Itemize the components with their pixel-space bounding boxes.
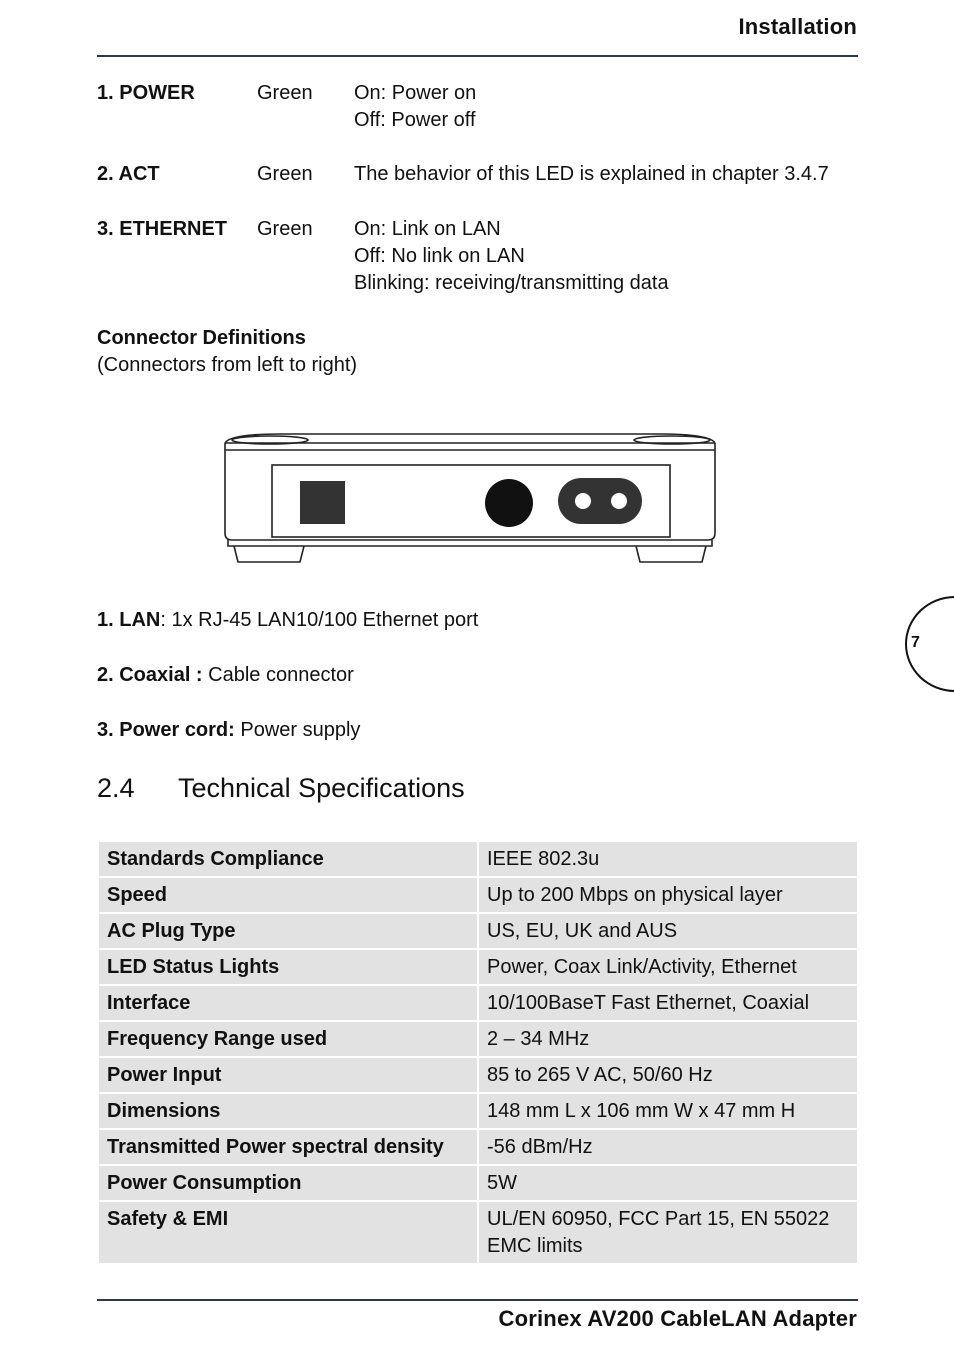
connector-text: Power supply <box>234 719 361 741</box>
spec-key: Safety & EMI <box>99 1202 477 1263</box>
table-row <box>99 986 857 1020</box>
spec-value: US, EU, UK and AUS <box>479 914 857 948</box>
spec-value: UL/EN 60950, FCC Part 15, EN 55022 EMC limits <box>479 1202 857 1263</box>
spec-key: Speed <box>99 878 477 912</box>
coaxial-connector-icon <box>485 479 533 527</box>
connector-definitions <box>97 325 357 379</box>
table-row <box>99 1202 857 1263</box>
spec-value: IEEE 802.3u <box>479 842 857 876</box>
table-row <box>99 914 857 948</box>
lan-port-icon <box>300 481 345 524</box>
power-connector-icon <box>558 478 642 524</box>
table-row <box>99 1058 857 1092</box>
led-name: 2. ACT <box>97 163 160 185</box>
spec-key: Power Consumption <box>99 1166 477 1200</box>
table-row <box>99 1094 857 1128</box>
footer-rule <box>97 1299 858 1301</box>
led-name: 3. ETHERNET <box>97 218 228 240</box>
spec-value: 10/100BaseT Fast Ethernet, Coaxial <box>479 986 857 1020</box>
spec-key: Dimensions <box>99 1094 477 1128</box>
connector-item-coaxial <box>97 662 354 689</box>
led-desc-line: Blinking: receiving/transmitting data <box>354 272 669 294</box>
table-row <box>99 950 857 984</box>
spec-value: -56 dBm/Hz <box>479 1130 857 1164</box>
connector-definitions-title: Connector Definitions <box>97 327 306 349</box>
led-description <box>354 216 669 297</box>
connector-text: Cable connector <box>202 664 354 686</box>
spec-value: 2 – 34 MHz <box>479 1022 857 1056</box>
spec-value: 148 mm L x 106 mm W x 47 mm H <box>479 1094 857 1128</box>
section-title: Technical Specifications <box>178 773 465 803</box>
led-color: Green <box>257 163 313 185</box>
table-row <box>99 878 857 912</box>
section-number: 2.4 <box>97 773 135 803</box>
connector-label: 3. Power cord: <box>97 719 235 741</box>
spec-key: Transmitted Power spectral density <box>99 1130 477 1164</box>
led-desc-line: Off: Power off <box>354 109 476 131</box>
led-description <box>354 161 829 188</box>
led-desc-line: Off: No link on LAN <box>354 245 525 267</box>
spec-key: AC Plug Type <box>99 914 477 948</box>
connector-label: 2. Coaxial : <box>97 664 203 686</box>
spec-value: Up to 200 Mbps on physical layer <box>479 878 857 912</box>
table-row <box>99 1130 857 1164</box>
spec-key: Interface <box>99 986 477 1020</box>
device-back-panel-illustration <box>220 428 720 568</box>
connector-text: : 1x RJ-45 LAN10/100 Ethernet port <box>160 609 479 631</box>
connector-label: 1. LAN <box>97 609 161 631</box>
header-rule <box>97 55 858 57</box>
led-color: Green <box>257 218 313 240</box>
led-color: Green <box>257 82 313 104</box>
spec-key: Power Input <box>99 1058 477 1092</box>
page-number: 7 <box>911 634 920 651</box>
spec-value: Power, Coax Link/Activity, Ethernet <box>479 950 857 984</box>
connector-item-lan <box>97 607 478 634</box>
spec-key: LED Status Lights <box>99 950 477 984</box>
table-row <box>99 842 857 876</box>
led-description <box>354 80 476 134</box>
spec-value: 85 to 265 V AC, 50/60 Hz <box>479 1058 857 1092</box>
table-row <box>99 1166 857 1200</box>
connector-item-power-cord <box>97 717 360 744</box>
page-header-title: Installation <box>738 14 857 39</box>
technical-specifications-table <box>97 840 859 1265</box>
table-row <box>99 1022 857 1056</box>
led-desc-line: The behavior of this LED is explained in chapter 3.4.7 <box>354 163 829 185</box>
connector-definitions-subtitle: (Connectors from left to right) <box>97 354 358 376</box>
led-desc-line: On: Power on <box>354 82 477 104</box>
led-name: 1. POWER <box>97 82 195 104</box>
spec-key: Frequency Range used <box>99 1022 477 1056</box>
spec-key: Standards Compliance <box>99 842 477 876</box>
spec-value: 5W <box>479 1166 857 1200</box>
section-heading <box>97 773 465 804</box>
page-footer-title: Corinex AV200 CableLAN Adapter <box>498 1306 857 1331</box>
led-desc-line: On: Link on LAN <box>354 218 501 240</box>
